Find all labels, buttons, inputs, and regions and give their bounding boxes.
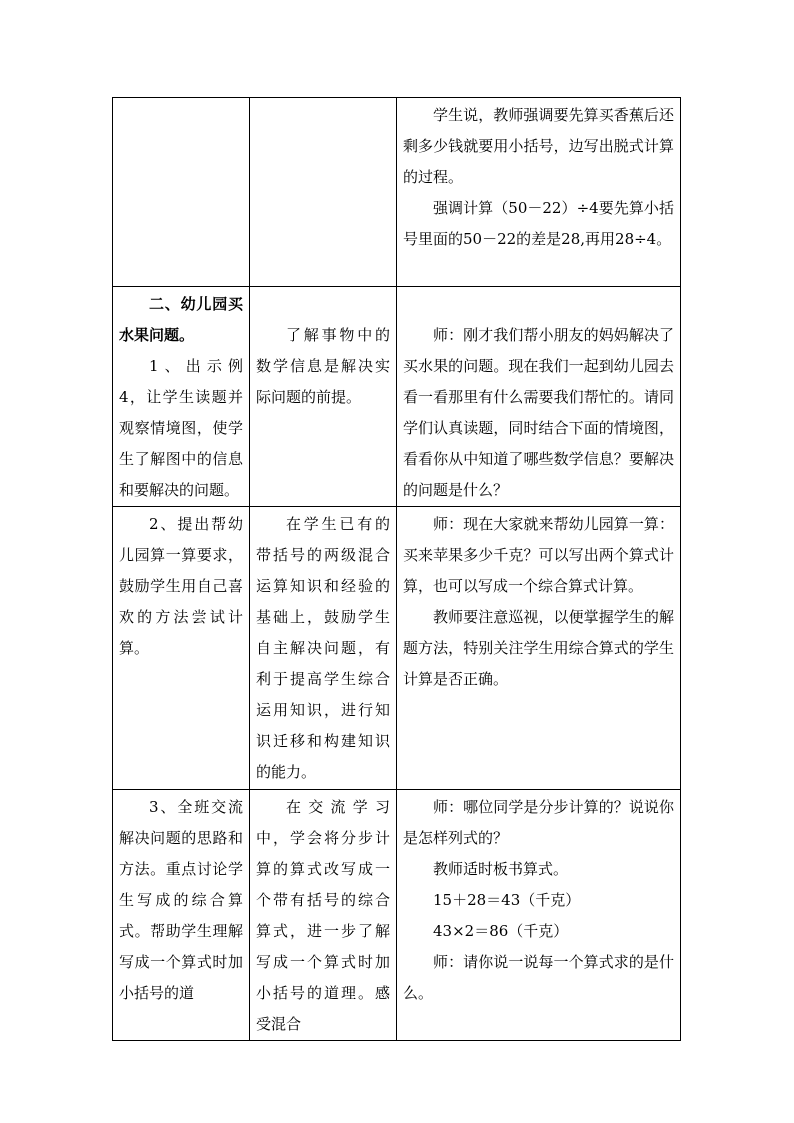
paragraph: 3、全班交流解决问题的思路和方法。重点讨论学生写成的综合算式。帮助学生理解写成一个算式时加小括号的道 [119, 798, 243, 1002]
equation: 43×2＝86（千克） [433, 922, 569, 940]
process-cell [397, 507, 681, 790]
paragraph: 师：请你说一说每一个算式求的是什么。 [403, 953, 674, 1002]
process-cell [397, 790, 681, 1041]
equation: 15＋28＝43（千克） [433, 891, 581, 909]
table-row [113, 287, 681, 507]
lesson-plan-table [112, 97, 681, 1041]
paragraph: 了解事物中的数学信息是解决实际问题的前提。 [256, 326, 390, 406]
paragraph: 教师要注意巡视，以便掌握学生的解题方法，特别关注学生用综合算式的学生计算是否正确。 [403, 608, 674, 688]
intent-cell [250, 287, 397, 507]
activity-cell [113, 507, 250, 790]
paragraph: 1、出示例4，让学生读题并观察情境图，使学生了解图中的信息和要解决的问题。 [119, 357, 243, 499]
table-row [113, 507, 681, 790]
paragraph: 师：现在大家就来帮幼儿园算一算：买来苹果多少千克？可以写出两个算式计算，也可以写成一个综合算式计算。 [403, 515, 674, 595]
paragraph: 在交流学习中，学会将分步计算的算式改写成一个带有括号的综合算式，进一步了解写成一个算式时加小括号的道理。感受混合 [256, 798, 390, 1033]
activity-cell [113, 98, 250, 287]
table-row [113, 98, 681, 287]
activity-cell [113, 287, 250, 507]
section-heading: 二、幼儿园买水果问题。 [119, 295, 243, 344]
paragraph: 师：刚才我们帮小朋友的妈妈解决了买水果的问题。现在我们一起到幼儿园去看一看那里有什么需要我们帮忙的。请同学们认真读题，同时结合下面的情境图，看看你从中知道了哪些数学信息？要解决的问题是什么？ [403, 326, 674, 499]
paragraph: 2、提出帮幼儿园算一算要求，鼓励学生用自己喜欢的方法尝试计算。 [119, 515, 243, 657]
paragraph: 学生说，教师强调要先算买香蕉后还剩多少钱就要用小括号，边写出脱式计算的过程。 [403, 106, 674, 186]
intent-cell [250, 98, 397, 287]
activity-cell [113, 790, 250, 1041]
intent-cell [250, 790, 397, 1041]
intent-cell [250, 507, 397, 790]
paragraph: 教师适时板书算式。 [433, 860, 569, 878]
process-cell [397, 287, 681, 507]
process-cell [397, 98, 681, 287]
table-row [113, 790, 681, 1041]
paragraph: 在学生已有的带括号的两级混合运算知识和经验的基础上，鼓励学生自主解决问题，有利于提高学生综合运用知识，进行知识迁移和构建知识的能力。 [256, 515, 390, 781]
paragraph: 强调计算（50－22）÷4要先算小括号里面的50－22的差是28,再用28÷4。 [403, 199, 674, 248]
paragraph: 师：哪位同学是分步计算的？说说你是怎样列式的？ [403, 798, 674, 847]
